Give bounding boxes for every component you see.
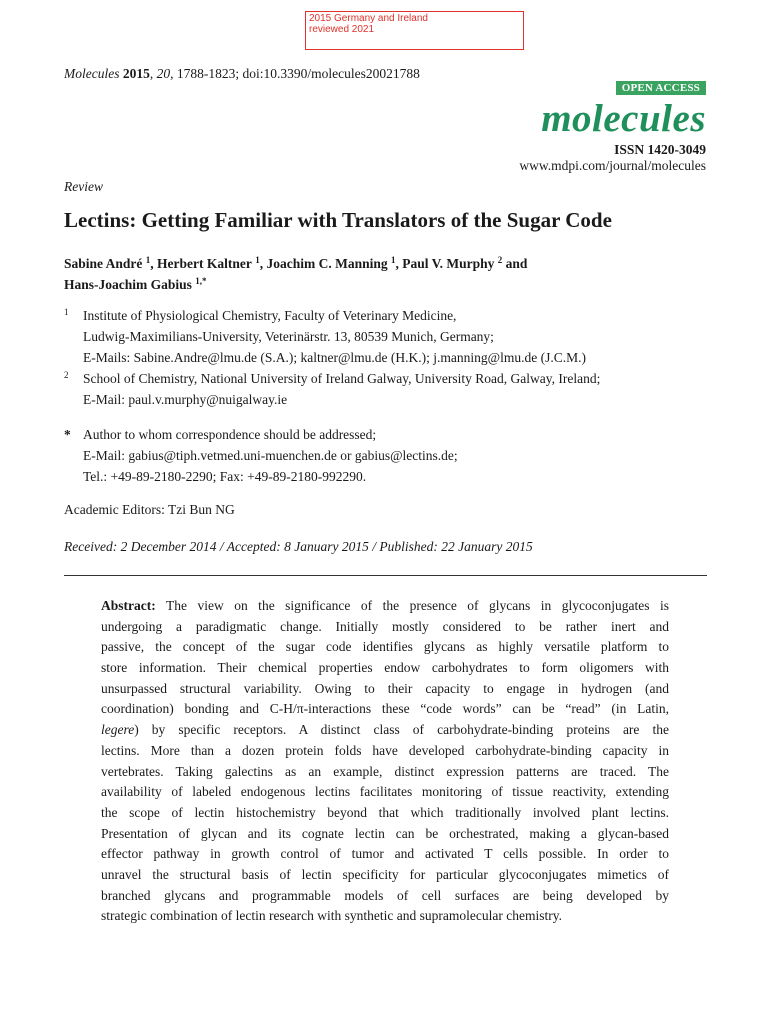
author-separator: , [395, 256, 399, 271]
affiliation-line: Ludwig-Maximilians-University, Veterinärstr. 13, 80539 Munich, Germany; [83, 329, 494, 344]
abstract-line: unravel the structural basis of lectin specificity for particular glycoconjugates mimetics of [101, 866, 669, 882]
academic-editors: Academic Editors: Tzi Bun NG [64, 502, 235, 517]
abstract-line: availability of labeled endogenous lectins facilitates monitoring of tissue reactivity, extending [101, 784, 669, 800]
abstract-line: store information. Their chemical properties endow carbohydrates to form oligomers with [101, 660, 669, 676]
abstract-label: Abstract: [101, 598, 156, 613]
author-separator: and [502, 256, 528, 271]
affiliation-email-line[interactable]: E-Mails: Sabine.Andre@lmu.de (S.A.); kaltner@lmu.de (H.K.); j.manning@lmu.de (J.C.M.) [83, 350, 586, 365]
abstract-line: the scope of lectin histochemistry beyond that which traditionally involved plant lectins. [101, 804, 669, 820]
abstract-line: unsurpassed structural variability. Owing to their capacity to engage in hydrogen (and [101, 680, 669, 696]
journal-issn: ISSN 1420-3049 [614, 142, 706, 157]
author-name: Herbert Kaltner [157, 256, 252, 271]
annotation-line-1: 2015 Germany and Ireland [309, 13, 428, 24]
publication-dates: Received: 2 December 2014 / Accepted: 8 January 2015 / Published: 22 January 2015 [64, 539, 533, 554]
correspondence-block [64, 424, 704, 487]
open-access-badge: OPEN ACCESS [616, 81, 706, 95]
affiliation-2 [64, 368, 704, 410]
abstract-line: passive, the concept of the sugar code identifies glycans as highly versatile platform to [101, 639, 669, 655]
article-title: Lectins: Getting Familiar with Translators of the Sugar Code [64, 208, 612, 232]
author-affiliation: 1 [391, 255, 396, 265]
author-affiliation: 1 [255, 255, 260, 265]
correspondence-marker: * [64, 427, 71, 442]
abstract-line [101, 720, 669, 741]
abstract-line [101, 596, 669, 617]
abstract-latin-term: legere [101, 722, 135, 738]
affiliation-1 [64, 305, 704, 368]
author-separator: , [150, 256, 154, 271]
author-name: Joachim C. Manning [266, 256, 388, 271]
abstract-block [101, 596, 669, 927]
citation-pages-doi: , 1788-1823; doi:10.3390/molecules20021788 [170, 66, 420, 81]
journal-url[interactable]: www.mdpi.com/journal/molecules [519, 158, 706, 173]
article-type: Review [64, 179, 103, 194]
abstract-line: effector pathway in growth control of tumor and activated T cells possible. In order to [101, 846, 669, 862]
abstract-line: coordination) bonding and C-H/π-interactions these “code words” can be “read” (in Latin, [101, 701, 669, 717]
author-affiliation: 2 [497, 255, 503, 265]
correspondence-line: Author to whom correspondence should be addressed; [83, 427, 377, 442]
correspondence-email-line[interactable]: E-Mail: gabius@tiph.vetmed.uni-muenchen.de or gabius@lectins.de; [83, 448, 458, 463]
annotation-line-2: reviewed 2021 [309, 24, 375, 35]
author-affiliation: 1 [145, 255, 151, 265]
author-name: Hans-Joachim Gabius [64, 277, 192, 292]
citation-journal: Molecules [64, 66, 120, 81]
affiliation-marker: 1 [64, 307, 69, 317]
affiliation-email-line[interactable]: E-Mail: paul.v.murphy@nuigalway.ie [83, 392, 288, 407]
abstract-line: vertebrates. Taking galectins as an example, distinct expression patterns are traced. The [101, 763, 669, 779]
abstract-line: undergoing a paradigmatic change. Initially mostly considered to be rather inert and [101, 618, 669, 634]
correspondence-phone-line: Tel.: +49-89-2180-2290; Fax: +49-89-2180-992290. [83, 469, 367, 484]
affiliation-line: Institute of Physiological Chemistry, Faculty of Veterinary Medicine, [83, 308, 457, 323]
author-affiliation: 1,* [195, 276, 207, 286]
annotation-box [305, 11, 524, 50]
abstract-text: The view on the significance of the presence of glycans in glycoconjugates is [155, 598, 669, 613]
journal-wordmark: molecules [541, 97, 706, 140]
abstract-line: strategic combination of lectin research with synthetic and supramolecular chemistry. [101, 908, 562, 924]
abstract-line: lectins. More than a dozen protein folds have developed carbohydrate-binding capacity in [101, 742, 669, 758]
affiliation-line: School of Chemistry, National University of Ireland Galway, University Road, Galway, Ireland; [83, 371, 601, 386]
affiliation-marker: 2 [64, 370, 69, 380]
author-separator: , [259, 256, 264, 271]
citation-year: 2015 [122, 66, 150, 81]
author-name: Paul V. Murphy [402, 256, 495, 271]
citation-line: Molecules 2015, 20, 1788-1823; doi:10.3390/molecules20021788 [64, 66, 420, 81]
abstract-line: Presentation of glycan and its cognate lectin can be orchestrated, making a glycan-based [101, 825, 669, 841]
author-name: Sabine André [64, 256, 143, 271]
author-list [64, 253, 664, 295]
abstract-line: branched glycans and programmable models of cell surfaces are being developed by [101, 887, 669, 903]
section-divider [64, 575, 707, 576]
citation-volume: 20 [156, 66, 171, 81]
abstract-text: ) by specific receptors. A distinct class of carbohydrate-binding proteins are the [134, 722, 669, 738]
